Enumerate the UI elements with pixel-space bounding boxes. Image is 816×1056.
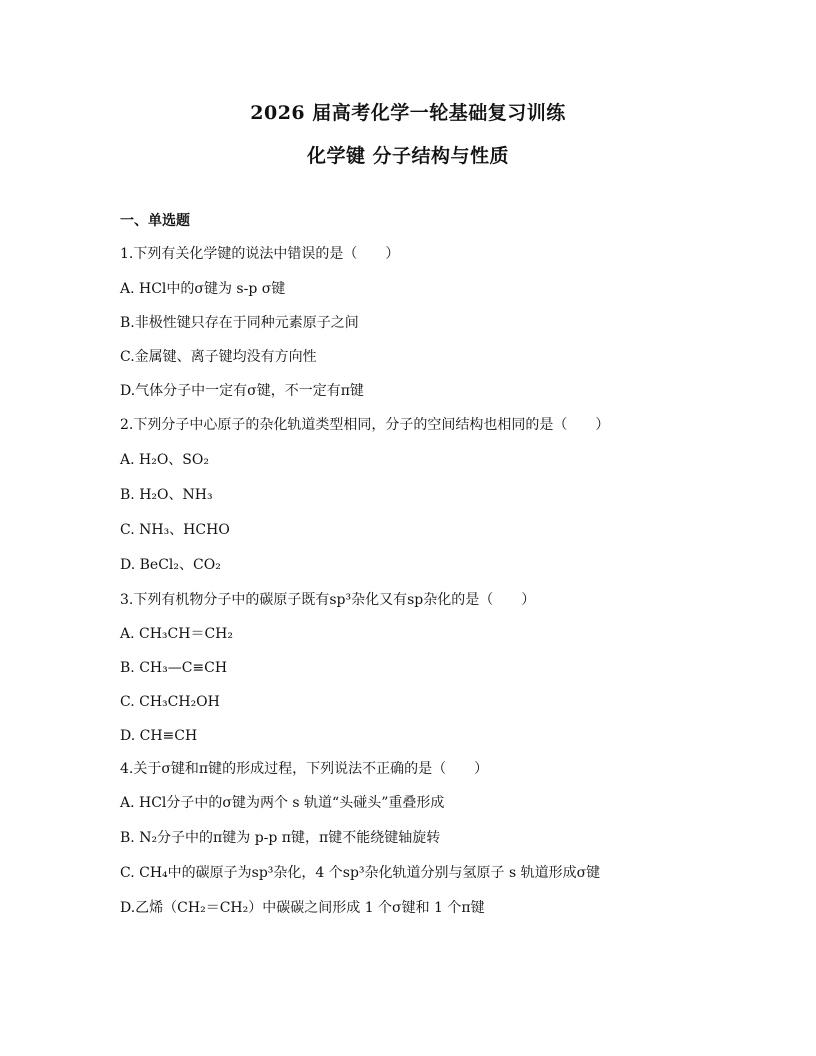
question-4-stem: 4.关于σ键和π键的形成过程，下列说法不正确的是（ ） [120,761,489,777]
question-4-option-d: D.乙烯（CH₂＝CH₂）中碳碳之间形成 1 个σ键和 1 个π键 [120,900,485,916]
question-1-option-a: A. HCl中的σ键为 s-p σ键 [120,281,286,297]
question-2-option-a: A. H₂O、SO₂ [120,452,209,468]
question-3-stem: 3.下列有机物分子中的碳原子既有sp³杂化又有sp杂化的是（ ） [120,592,536,608]
question-2-stem: 2.下列分子中心原子的杂化轨道类型相同，分子的空间结构也相同的是（ ） [120,417,610,433]
question-4-option-b: B. N₂分子中的π键为 p-p π键，π键不能绕键轴旋转 [120,830,441,846]
question-1-stem: 1.下列有关化学键的说法中错误的是（ ） [120,246,400,262]
document-title: 2026 届高考化学一轮基础复习训练 [250,102,566,124]
question-2-option-c: C. NH₃、HCHO [120,522,230,538]
question-4-option-c: C. CH₄中的碳原子为sp³杂化，4 个sp³杂化轨道分别与氢原子 s 轨道形成σ键 [120,865,601,881]
document-subtitle: 化学键 分子结构与性质 [306,145,510,167]
question-1-option-b: B.非极性键只存在于同种元素原子之间 [120,315,359,331]
question-3-option-d: D. CH≡CH [120,728,198,744]
question-3-option-b: B. CH₃—C≡CH [120,660,228,676]
question-4-option-a: A. HCl分子中的σ键为两个 s 轨道“头碰头”重叠形成 [120,795,445,811]
section-heading: 一、单选题 [120,213,190,229]
question-2-option-d: D. BeCl₂、CO₂ [120,557,221,573]
question-3-option-c: C. CH₃CH₂OH [120,694,220,710]
question-1-option-d: D.气体分子中一定有σ键，不一定有π键 [120,383,364,399]
question-2-option-b: B. H₂O、NH₃ [120,487,213,503]
question-1-option-c: C.金属键、离子键均没有方向性 [120,349,317,365]
question-3-option-a: A. CH₃CH＝CH₂ [120,626,233,642]
